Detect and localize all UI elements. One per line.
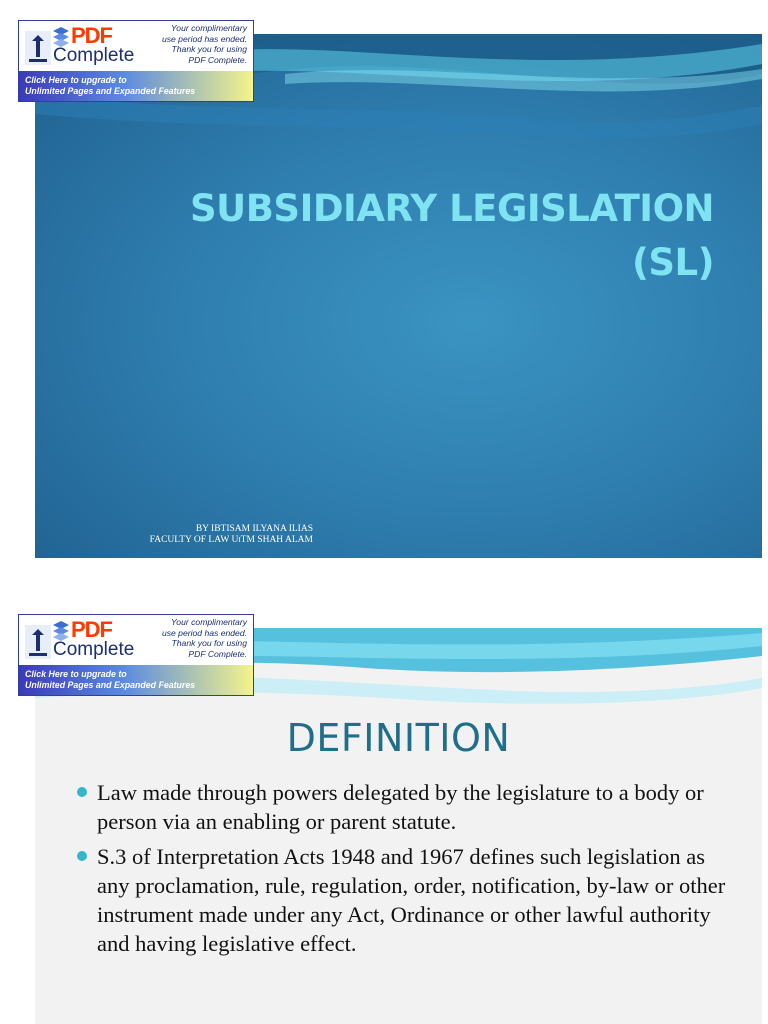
complete-word: Complete bbox=[53, 45, 135, 66]
notice-line: PDF Complete. bbox=[188, 54, 247, 65]
pdf-figure-icon bbox=[25, 625, 51, 659]
title-line: (SL) bbox=[631, 241, 714, 284]
notice-line: use period has ended. bbox=[161, 627, 247, 638]
bullet-icon bbox=[77, 787, 87, 797]
notice-line: Thank you for using bbox=[171, 44, 247, 54]
slide-title: DEFINITION bbox=[286, 716, 511, 760]
bullet-list bbox=[77, 778, 737, 964]
pdf-word: PDF bbox=[71, 617, 112, 642]
notice-line: Your complimentary bbox=[171, 23, 247, 33]
layers-icon bbox=[53, 621, 69, 641]
complete-word: Complete bbox=[53, 639, 135, 660]
upgrade-line: Unlimited Pages and Expanded Features bbox=[25, 86, 196, 96]
pdf-notice bbox=[137, 23, 247, 65]
notice-line: use period has ended. bbox=[161, 33, 247, 44]
notice-line: Thank you for using bbox=[171, 638, 247, 648]
list-item bbox=[77, 778, 737, 836]
title-slide bbox=[35, 34, 762, 558]
bullet-text: S.3 of Interpretation Acts 1948 and 1967 defines such legislation as any proclamation, rule, regulation, order, notification, by-law or other instrument made under any Act, Ordinance or other lawful authority and having legislative effect. bbox=[97, 844, 726, 956]
notice-line: PDF Complete. bbox=[188, 648, 247, 659]
byline-line: FACULTY OF LAW UiTM SHAH ALAM bbox=[149, 535, 313, 545]
pdf-figure-icon bbox=[25, 31, 51, 65]
slide-title bbox=[190, 182, 714, 290]
list-item bbox=[77, 842, 737, 958]
layers-icon bbox=[53, 27, 69, 47]
byline-line: BY IBTISAM ILYANA ILIAS bbox=[195, 524, 313, 534]
author-byline bbox=[143, 524, 313, 546]
upgrade-link[interactable] bbox=[19, 71, 253, 101]
pdf-logo bbox=[19, 615, 254, 667]
pdf-logo bbox=[19, 21, 254, 73]
pdf-complete-banner[interactable] bbox=[18, 20, 254, 102]
pdf-complete-banner[interactable] bbox=[18, 614, 254, 696]
bullet-icon bbox=[77, 851, 87, 861]
pdf-notice bbox=[137, 617, 247, 659]
title-line: SUBSIDIARY LEGISLATION bbox=[190, 187, 714, 230]
upgrade-line: Click Here to upgrade to bbox=[25, 669, 127, 679]
upgrade-line: Unlimited Pages and Expanded Features bbox=[25, 680, 196, 690]
notice-line: Your complimentary bbox=[171, 617, 247, 627]
upgrade-link[interactable] bbox=[19, 665, 253, 695]
bullet-text: Law made through powers delegated by the legislature to a body or person via an enabling or parent statute. bbox=[97, 780, 704, 834]
pdf-word: PDF bbox=[71, 23, 112, 48]
upgrade-line: Click Here to upgrade to bbox=[25, 75, 127, 85]
